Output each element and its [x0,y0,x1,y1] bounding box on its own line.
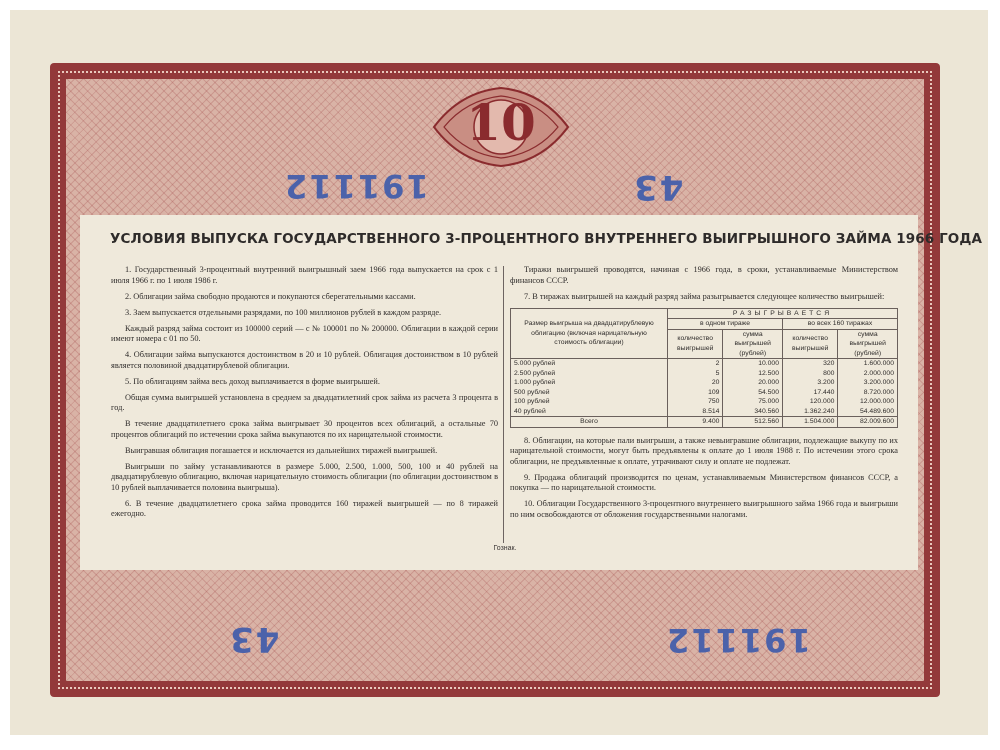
table-row [511,397,898,407]
draws-group-header: РАЗЫГРЫВАЕТСЯ [668,308,898,319]
table-row [511,369,898,379]
table-cell: 750 [668,397,723,407]
terms-paragraph: В течение двадцатилетнего срока займа выигрывает 30 процентов всех облигаций, а остальные 70 процентов облигаций по истечении срока займа выкупаются по их нарицательной стоимости. [111,419,498,439]
table-cell: 17.440 [782,388,837,398]
prize-cell: 5.000 рублей [511,359,668,369]
table-cell: 1.504.000 [782,417,837,428]
terms-paragraph: 6. В течение двадцатилетнего срока займа проводится 160 тиражей выигрышей — по 8 тиражей ежегодно. [111,498,498,518]
sum-header: сумма выигрышей (рублей) [838,329,898,359]
terms-paragraph: Выигрыши по займу устанавливаются в размере 5.000, 2.500, 1.000, 500, 100 и 40 рублей на двадцатирублевую облигацию, включая нарицательную стоимость облигации (по облигации достоинством в 10 рублей выплачивается половина выигрыша). [111,461,498,492]
table-cell: 5 [668,369,723,379]
table-cell: 54.489.600 [838,407,898,417]
prize-table [510,308,898,428]
prize-cell: 2.500 рублей [511,369,668,379]
count-header: количество выигрышей [668,329,723,359]
terms-paragraph: Каждый разряд займа состоит из 100000 серий — с № 100001 по № 200000. Облигации в каждой серии имеют номера с 01 по 50. [111,323,498,343]
document-title: УСЛОВИЯ ВЫПУСКА ГОСУДАРСТВЕННОГО 3-ПРОЦЕНТНОГО ВНУТРЕННЕГО ВЫИГРЫШНОГО ЗАЙМА 1966 ГОДА [110,231,983,247]
terms-paragraph: 7. В тиражах выигрышей на каждый разряд займа разыгрывается следующее количество выигрышей: [524,291,885,301]
table-cell: 8.514 [668,407,723,417]
table-cell: 800 [782,369,837,379]
terms-paragraph: 9. Продажа облигаций производится по ценам, устанавливаемым Министерством финансов СССР, а покупка — по нарицательной стоимости. [510,472,898,492]
serial-number-top: 191112 [283,167,429,205]
terms-paragraph: 1. Государственный 3-процентный внутренний выигрышный заем 1966 года выпускается на срок с 1 июля 1966 г. по 1 июля 1986 г. [111,265,498,285]
printer-mark: Гознак. [493,545,517,552]
table-cell: 2 [668,359,723,369]
terms-paragraph: Выигравшая облигация погашается и исключается из дальнейших тиражей выигрышей. [125,445,438,455]
terms-paragraph: Тиражи выигрышей проводятся, начиная с 1966 года, в сроки, устанавливаемые Министерством финансов СССР. [510,265,898,285]
table-cell: 10.000 [723,359,783,369]
table-cell: 82.009.600 [838,417,898,428]
table-row [511,378,898,388]
table-cell: 1.362.240 [782,407,837,417]
one-draw-header: в одном тираже [668,319,783,330]
table-cell: 3.200.000 [838,378,898,388]
terms-paragraph: 10. Облигации Государственного 3-процентного внутреннего выигрышного займа 1966 года и выигрыши по ним освобождаются от обложения государственными налогами. [510,499,898,519]
table-row [511,407,898,417]
table-cell: 512.560 [723,417,783,428]
table-row [511,388,898,398]
table-cell: 9.400 [668,417,723,428]
terms-paragraph: 8. Облигации, на которые пали выигрыши, а также невыигравшие облигации, подлежащие выкупу по их нарицательной стоимости, могут быть предъявлены к оплате до 1 июля 1988 г. По истечении этого срока облигации, не предъявленные к оплате, утрачивают силу и оплате не подлежат. [510,435,898,466]
prize-size-header: Размер выигрыша на двадцатирублевую облигацию (включая нарицательную стоимость облигации) [511,308,668,359]
prize-cell: 40 рублей [511,407,668,417]
table-cell: 20.000 [723,378,783,388]
terms-paragraph: 2. Облигации займа свободно продаются и покупаются сберегательными кассами. [125,291,416,301]
table-cell: 340.560 [723,407,783,417]
terms-paragraph: 3. Заем выпускается отдельными разрядами, по 100 миллионов рублей в каждом разряде. [125,307,442,317]
total-label: Всего [511,417,668,428]
prize-cell: 500 рублей [511,388,668,398]
table-cell: 75.000 [723,397,783,407]
terms-paragraph: 4. Облигации займа выпускаются достоинством в 20 и 10 рублей. Облигация достоинством в 10 рублей является половиной двадцатирублевой облигации. [111,350,498,370]
table-cell: 320 [782,359,837,369]
issue-number-top: 43 [632,167,684,207]
table-total-row [511,417,898,428]
table-cell: 2.000.000 [838,369,898,379]
all-draws-header: во всех 160 тиражах [782,319,897,330]
table-cell: 109 [668,388,723,398]
terms-paragraph: Общая сумма выигрышей установлена в среднем за двадцатилетний срок займа из расчета 3 процента в год. [111,392,498,412]
table-cell: 12.000.000 [838,397,898,407]
table-cell: 120.000 [782,397,837,407]
sum-header: сумма выигрышей (рублей) [723,329,783,359]
terms-left-column [111,265,498,525]
terms-paragraph: 5. По облигациям займа весь доход выплачивается в форме выигрышей. [125,376,380,386]
count-header: количество выигрышей [782,329,837,359]
table-cell: 8.720.000 [838,388,898,398]
serial-number-bottom: 191112 [665,621,811,659]
table-cell: 54.500 [723,388,783,398]
table-row [511,359,898,369]
prize-cell: 100 рублей [511,397,668,407]
denomination-value: 10 [466,93,536,152]
issue-number-bottom: 43 [228,619,280,659]
table-cell: 12.500 [723,369,783,379]
table-cell: 20 [668,378,723,388]
terms-right-column [510,265,898,526]
table-cell: 1.600.000 [838,359,898,369]
column-divider [503,266,504,543]
table-cell: 3.200 [782,378,837,388]
prize-cell: 1.000 рублей [511,378,668,388]
